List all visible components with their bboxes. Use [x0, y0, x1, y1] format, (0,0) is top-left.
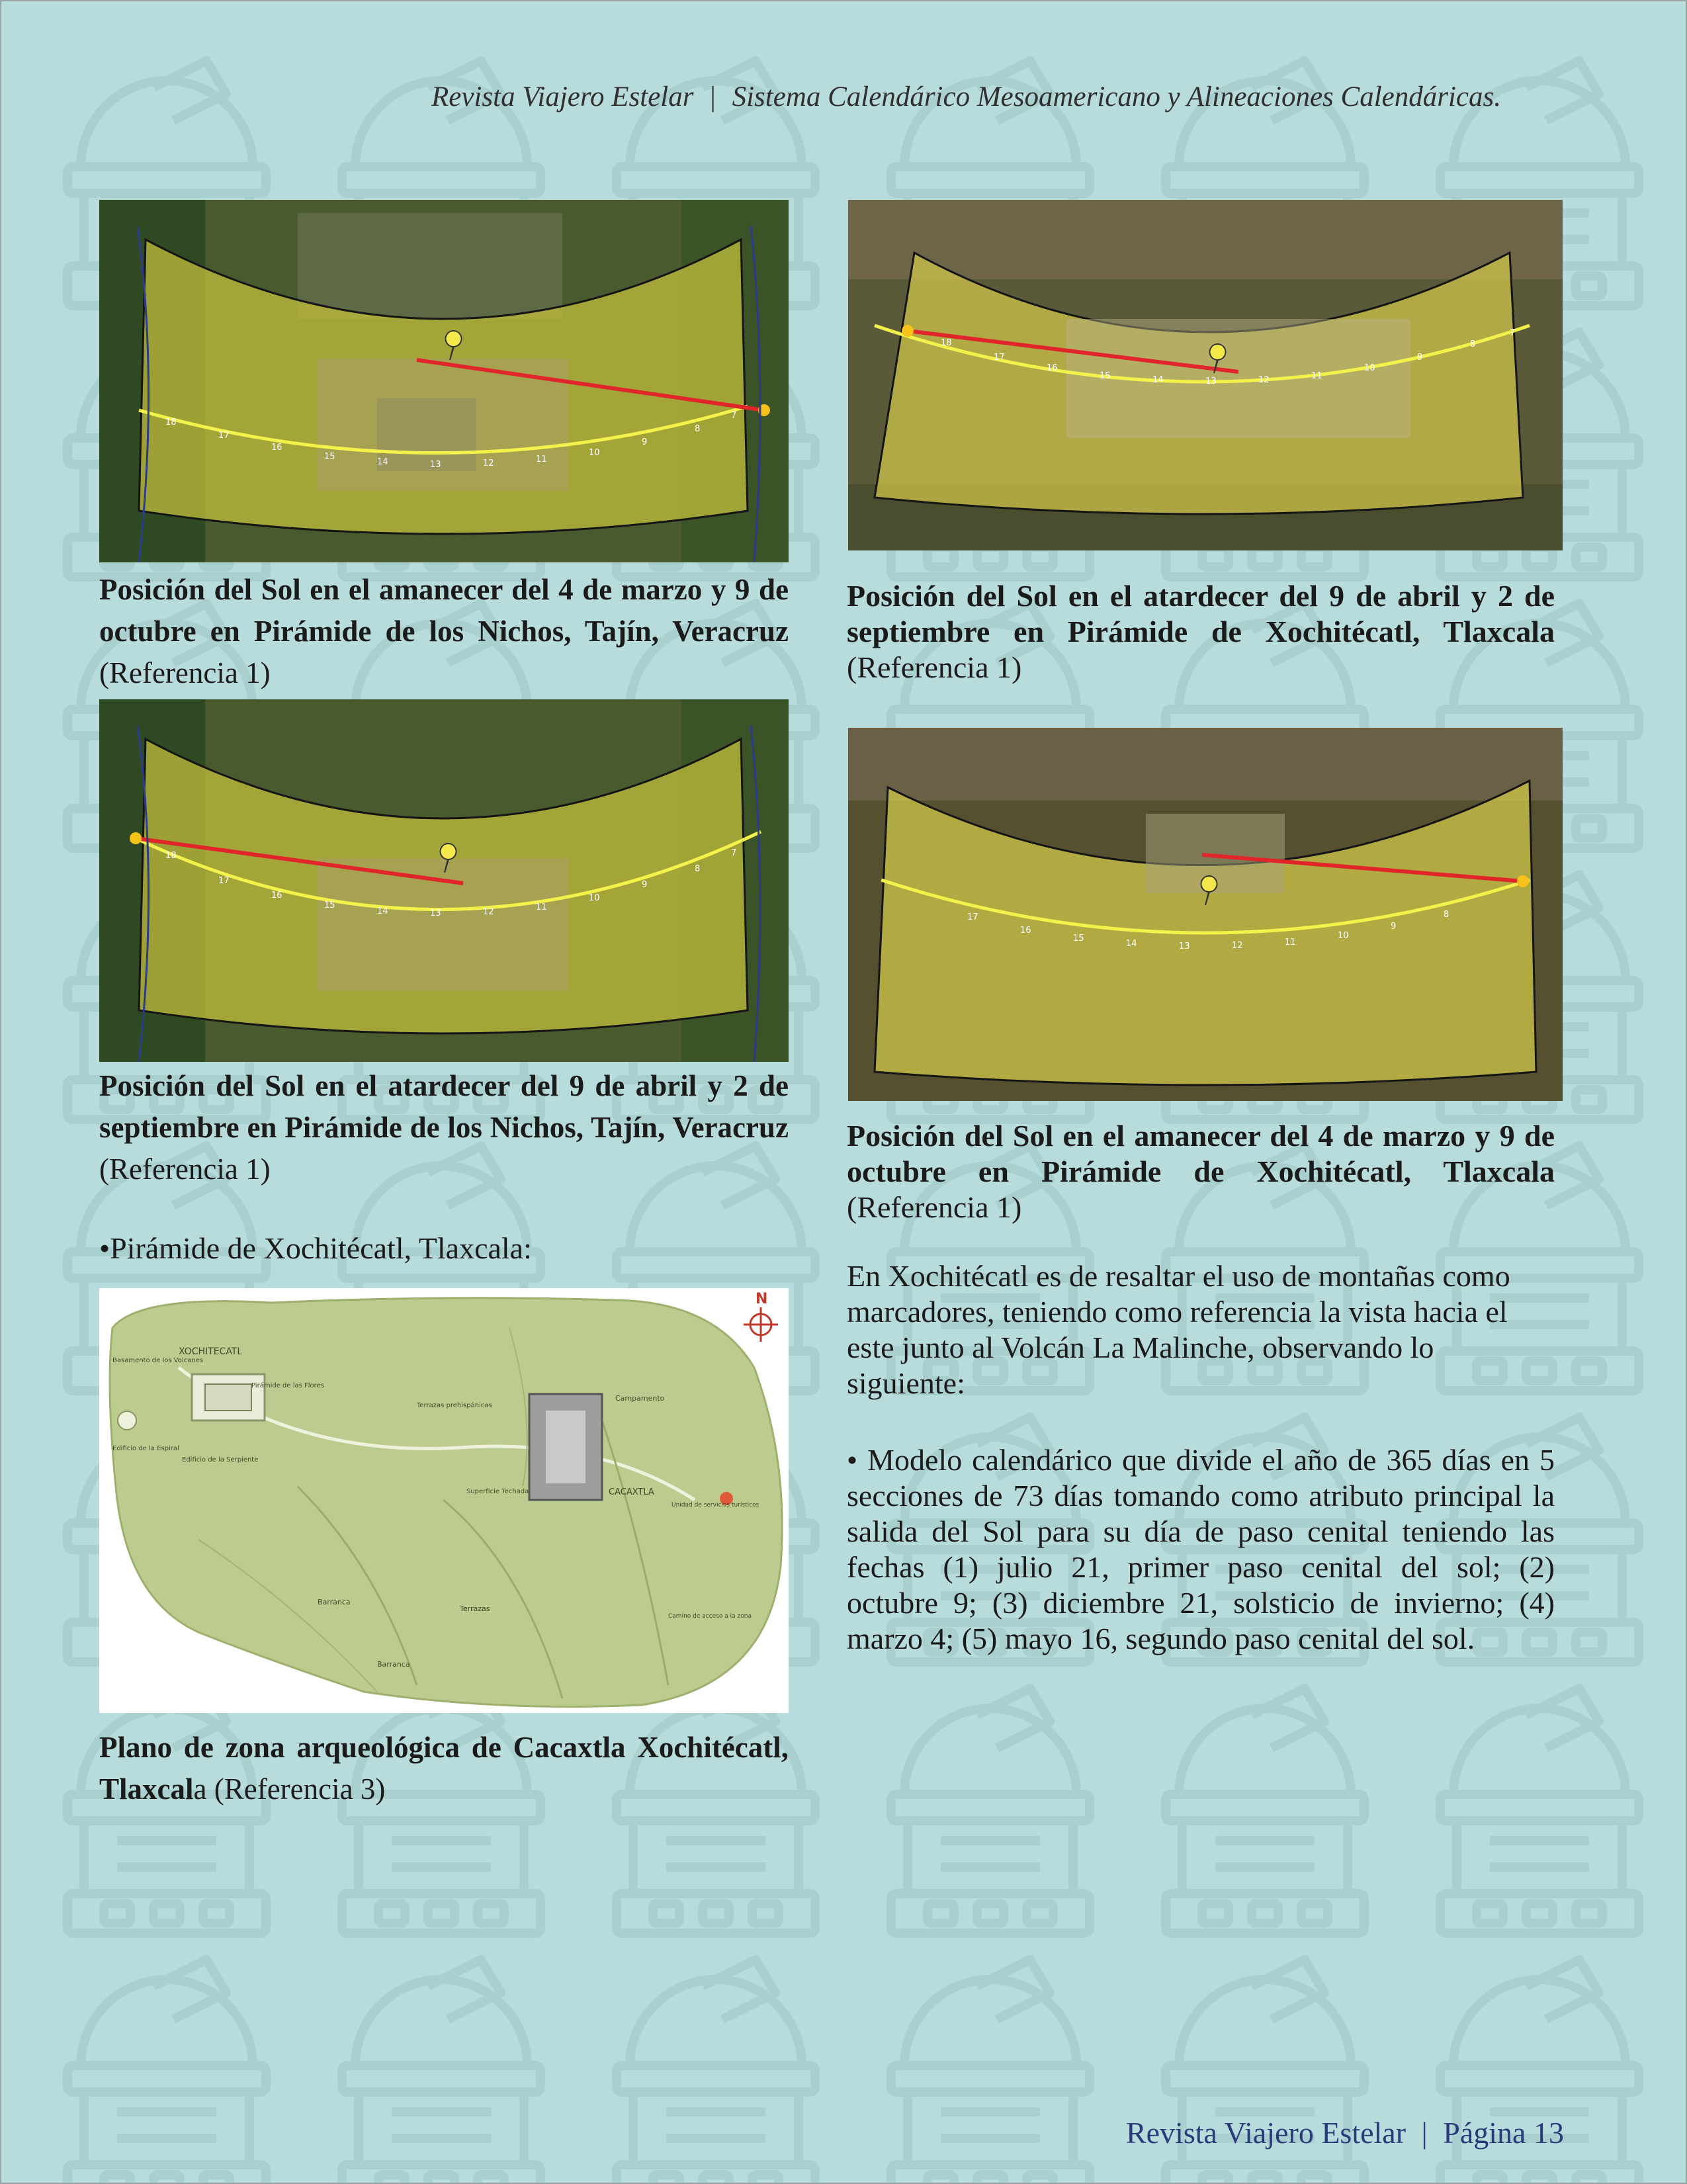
map-label-basamento: Basamento de los Volcanes [112, 1357, 204, 1364]
hour-label: 9 [642, 437, 648, 447]
running-header [431, 81, 1589, 113]
caption-title: Posición del Sol en el atardecer del 9 de abril y 2 de septiembre en Pirámide de Xochitécatl, Tlaxcala [847, 579, 1555, 648]
figure-caption-1 [99, 569, 789, 694]
figure-caption-2 [847, 578, 1555, 685]
footer-separator: | [1421, 2116, 1428, 2150]
hour-label: 15 [324, 900, 335, 910]
hour-label: 8 [695, 864, 701, 874]
archaeological-site-map [99, 1288, 789, 1713]
hour-label: 18 [941, 338, 952, 348]
observatory-watermark-icon [891, 1960, 1090, 2183]
hour-label: 8 [695, 424, 701, 434]
header-magazine-name: Revista Viajero Estelar [431, 81, 694, 112]
caption-title: Posición del Sol en el atardecer del 9 de abril y 2 de septiembre en Pirámide de los Nichos, Tajín, Veracruz [99, 1069, 789, 1144]
caption-title: Posición del Sol en el amanecer del 4 de marzo y 9 de octubre en Pirámide de los Nichos, Tajín, Veracruz [99, 573, 789, 648]
caption-reference: (Referencia 1) [847, 1190, 1022, 1224]
map-label-xochitecatl: XOCHITECATL [179, 1346, 243, 1357]
hour-label: 14 [1152, 375, 1164, 385]
hour-label: 7 [731, 411, 737, 421]
hour-label: 15 [324, 452, 335, 462]
body-paragraph-2: • Modelo calendárico que divide el año de 365 días en 5 secciones de 73 días tomando como atributo principal la salida del Sol para su día de paso cenital teniendo las fechas (1) julio 21, primer paso cenital del sol; (2) octubre 9; (3) diciembre 21, solsticio de invierno; (4) marzo 4; (5) mayo 16, segundo paso cenital del sol. [847, 1443, 1555, 1655]
map-label-cacaxtla: CACAXTLA [609, 1487, 654, 1497]
sun-position-diagram [99, 699, 789, 1062]
hour-label: 16 [1020, 926, 1031, 936]
hour-label: 9 [1417, 353, 1423, 363]
map-caption-title: Plano de zona arqueológica de Cacaxtla Xochitécatl, Tlaxcal [99, 1731, 789, 1806]
hour-label: 18 [165, 851, 177, 861]
map-label-barranca: Barranca [377, 1660, 410, 1669]
hour-label: 11 [536, 902, 547, 912]
hour-label: 10 [589, 448, 600, 458]
observatory-watermark-icon [617, 1688, 815, 1933]
hour-label: 12 [483, 459, 494, 468]
map-caption-title-end: a [193, 1772, 207, 1806]
hour-label: 14 [377, 906, 388, 916]
hour-label: 11 [1311, 371, 1322, 381]
header-article-title: Sistema Calendárico Mesoamericano y Alineaciones Calendáricas. [732, 81, 1502, 112]
map-label-barranca: Barranca [318, 1598, 351, 1606]
hour-label: 17 [994, 353, 1005, 363]
map-label-terrazas-prehispanicas: Terrazas prehispánicas [417, 1402, 492, 1409]
observatory-watermark-icon [67, 1960, 266, 2183]
sun-position-diagram [848, 200, 1563, 550]
site-map-drawing [99, 1288, 789, 1713]
map-label-unidad-servicios: Unidad de servicios turísticos [671, 1502, 759, 1508]
page-number: Página 13 [1443, 2116, 1564, 2150]
map-label-piramide-flores: Pirámide de las Flores [251, 1382, 324, 1389]
header-separator: | [710, 81, 716, 112]
hour-label: 17 [218, 431, 230, 441]
hour-label: 13 [1205, 376, 1217, 386]
footer-magazine-name: Revista Viajero Estelar [1126, 2116, 1406, 2150]
caption-title: Posición del Sol en el amanecer del 4 de marzo y 9 de octubre en Pirámide de Xochitécatl, Tlaxcala [847, 1119, 1555, 1188]
sun-position-image-nichos-sunrise [99, 200, 789, 562]
hour-label: 16 [271, 891, 282, 900]
sun-position-image-nichos-sunset [99, 699, 789, 1062]
hour-label: 8 [1444, 910, 1449, 920]
observatory-watermark-icon [342, 1960, 541, 2183]
observatory-watermark-icon [1440, 1688, 1639, 1933]
hour-label: 10 [589, 893, 600, 903]
hour-label: 8 [1470, 339, 1476, 349]
north-label: N [756, 1291, 768, 1307]
figure-caption-4 [847, 1118, 1555, 1225]
hour-label: 13 [430, 460, 441, 470]
hour-label: 9 [642, 880, 648, 890]
hour-label: 10 [1364, 363, 1375, 373]
map-label-campamento: Campamento [615, 1394, 665, 1403]
hour-label: 11 [536, 455, 547, 464]
hour-label: 14 [377, 457, 388, 467]
hour-label: 18 [165, 417, 177, 427]
observatory-watermark-icon [67, 1688, 266, 1933]
hour-label: 12 [1232, 941, 1243, 951]
figure-caption-3 [99, 1065, 789, 1190]
hour-label: 15 [1100, 371, 1111, 381]
observatory-watermark-icon [617, 1960, 815, 2183]
observatory-watermark-icon [342, 1688, 541, 1933]
hour-label: 16 [1047, 363, 1058, 373]
hour-label: 11 [1285, 938, 1296, 947]
caption-reference: (Referencia 1) [847, 650, 1022, 684]
map-label-camino: Camino de acceso a la zona [668, 1613, 752, 1620]
observatory-watermark-icon [891, 1688, 1090, 1933]
hour-label: 12 [1258, 375, 1270, 385]
hour-label: 16 [271, 443, 282, 453]
hour-label: 7 [1510, 328, 1516, 338]
hour-label: 12 [483, 907, 494, 917]
map-label-serpiente: Edificio de la Serpiente [182, 1456, 259, 1463]
map-label-terrazas: Terrazas [460, 1604, 490, 1613]
caption-reference: (Referencia 1) [99, 656, 271, 689]
map-label-superficie-techada: Superficie Techada [466, 1488, 529, 1495]
hour-label: 13 [1179, 941, 1190, 951]
hour-label: 17 [967, 912, 978, 922]
hour-label: 9 [1391, 922, 1397, 932]
map-label-espiral: Edificio de la Espiral [112, 1445, 179, 1452]
hour-label: 17 [218, 876, 230, 886]
body-paragraph-1: En Xochitécatl es de resaltar el uso de montañas como marcadores, teniendo como referencia la vista hacia el este junto al Volcán La Malinche, observando lo siguiente: [847, 1259, 1510, 1400]
hour-label: 13 [430, 908, 441, 918]
hour-label: 7 [731, 848, 737, 858]
sun-position-diagram [99, 200, 789, 562]
map-caption [99, 1727, 789, 1810]
page-footer [1126, 2115, 1564, 2150]
sun-position-diagram [848, 728, 1563, 1101]
map-caption-reference: (Referencia 3) [206, 1772, 386, 1806]
hour-label: 10 [1338, 931, 1349, 941]
sun-position-image-xochitecatl-sunset [848, 200, 1563, 550]
hour-label: 14 [1126, 939, 1137, 949]
section-bullet-heading: •Pirámide de Xochitécatl, Tlaxcala: [99, 1231, 532, 1265]
hour-label: 15 [1073, 934, 1084, 943]
caption-reference: (Referencia 1) [99, 1153, 271, 1186]
sun-position-image-xochitecatl-sunrise [848, 728, 1563, 1101]
observatory-watermark-icon [1166, 1688, 1364, 1933]
